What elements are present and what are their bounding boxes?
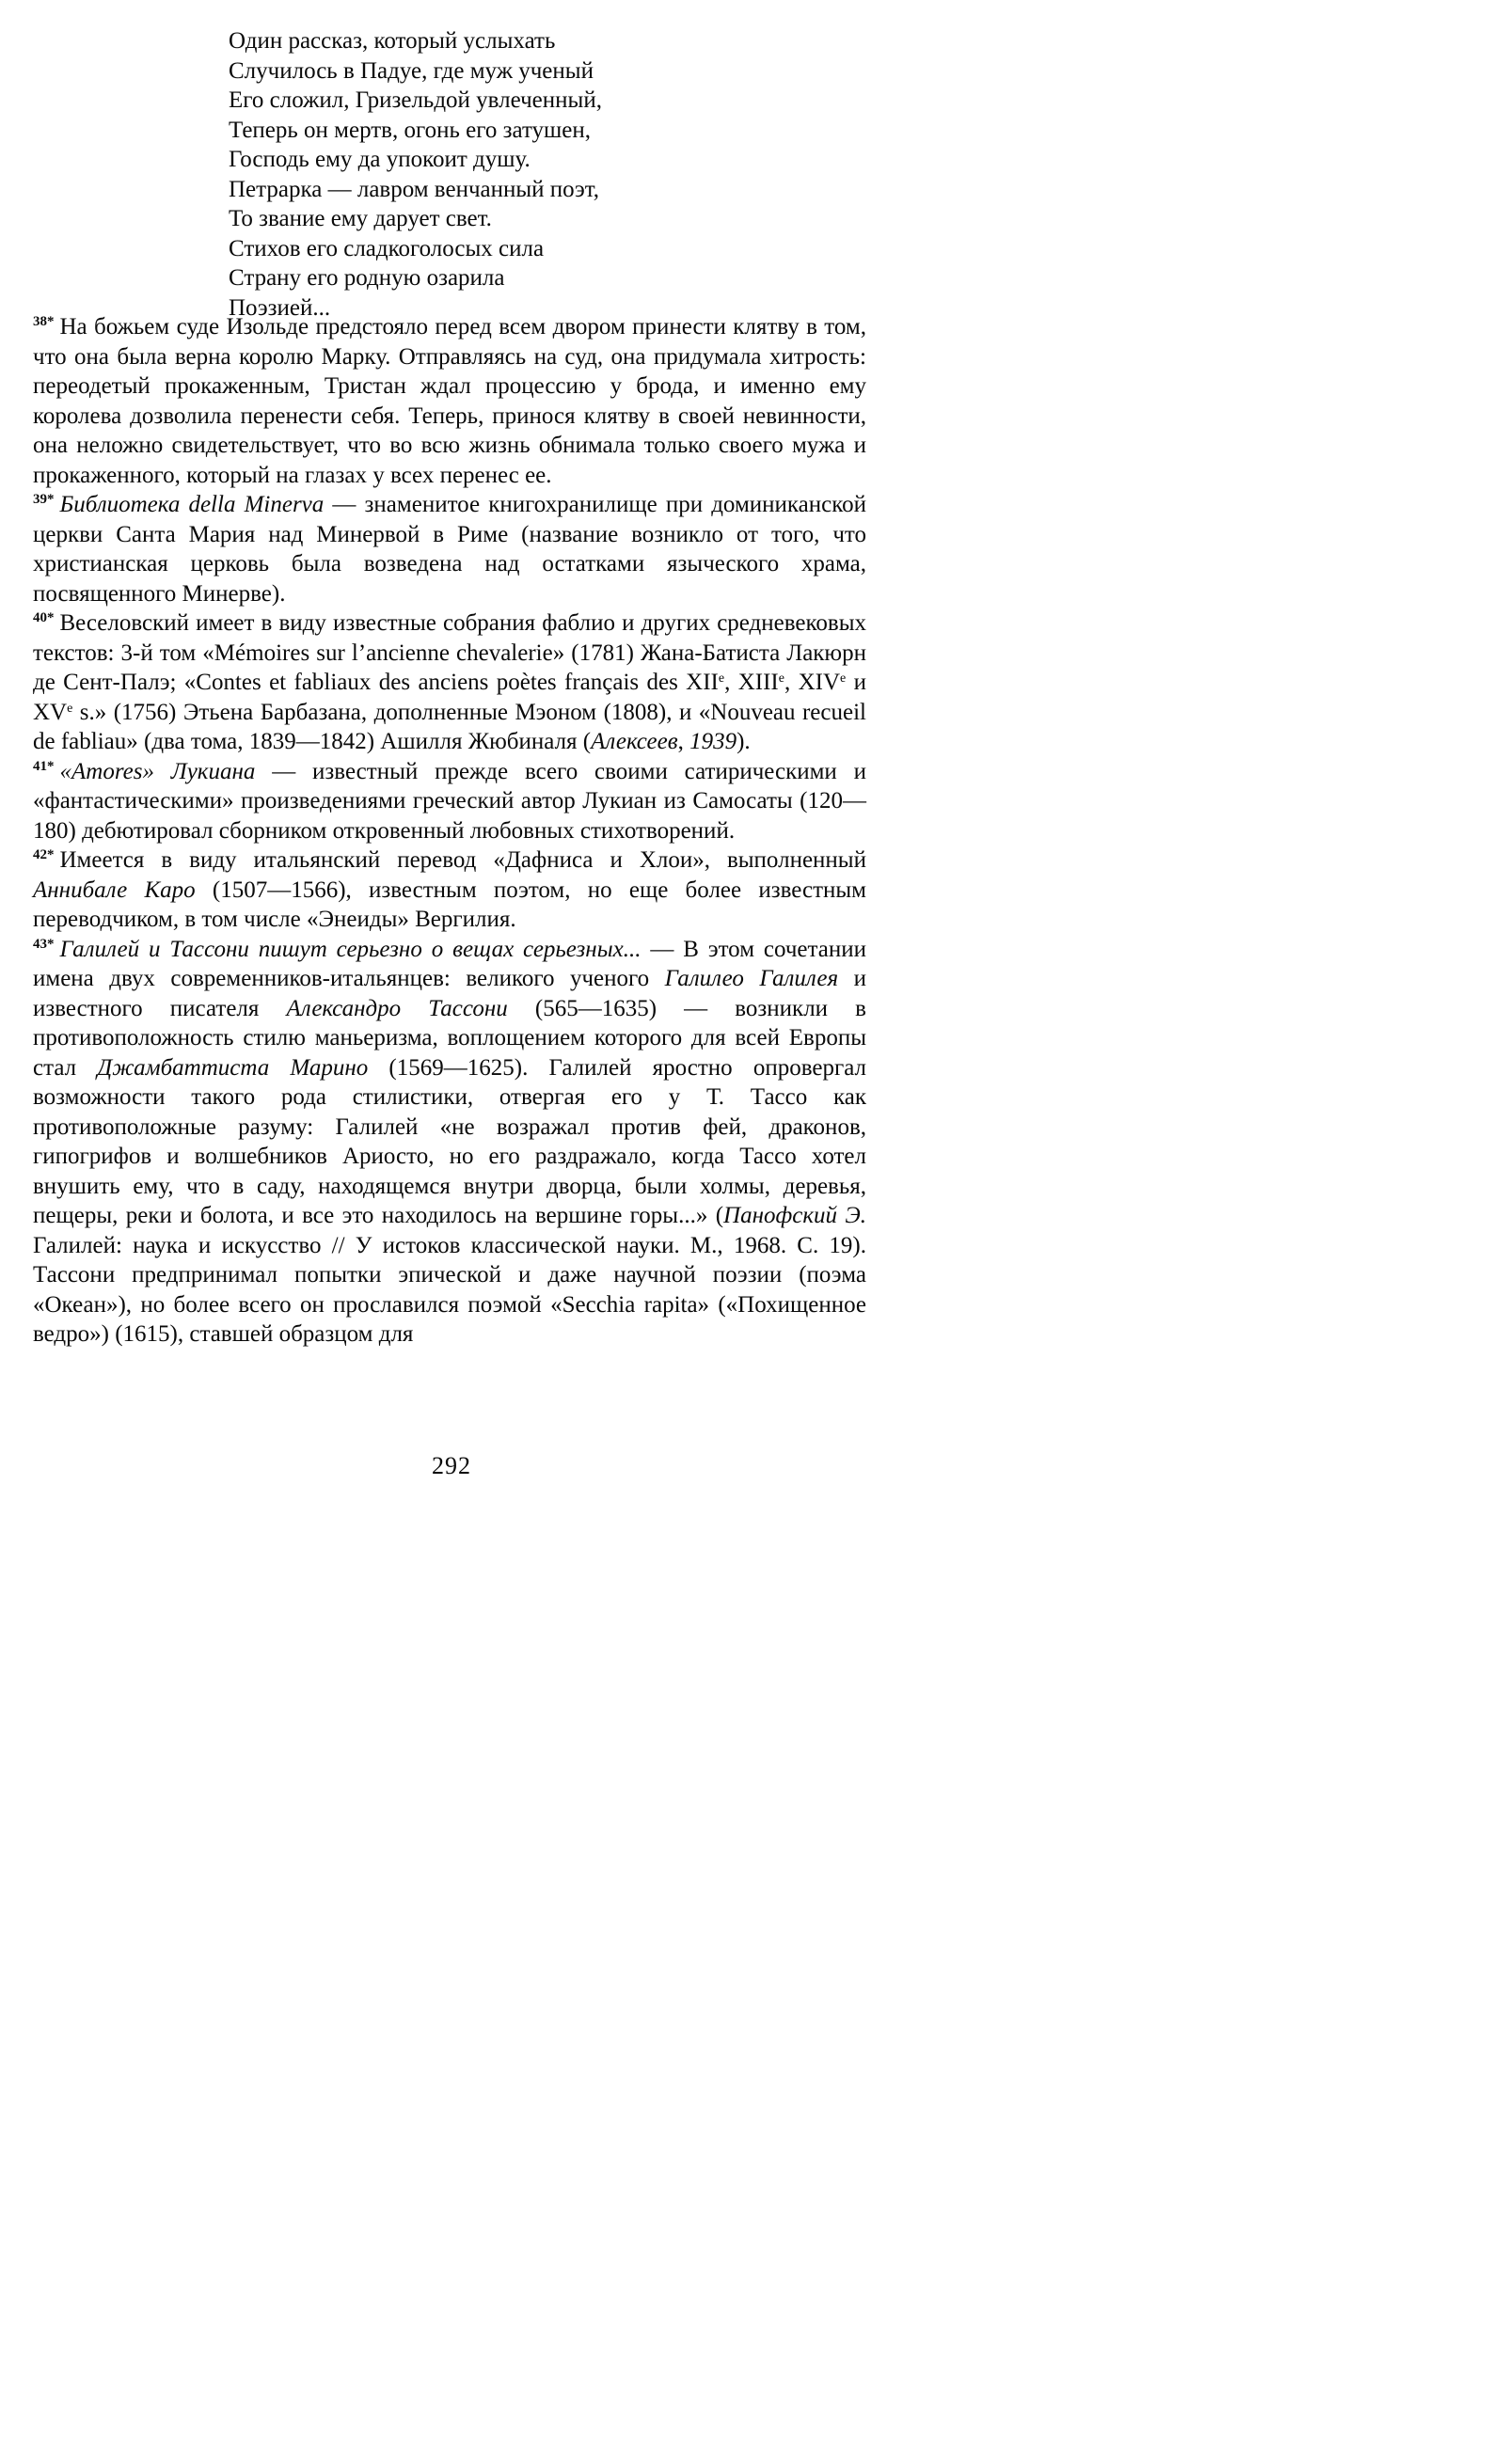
poem-quotation — [229, 26, 849, 323]
person-name: Александро Тассони — [286, 995, 508, 1021]
reference-author: Панофский Э. — [723, 1203, 866, 1228]
poem-line: Теперь он мертв, огонь его затушен, — [229, 117, 592, 143]
poem-line: Господь ему да упокоит душу. — [229, 147, 531, 172]
note-text: — В этом сочетании имена двух современников-итальянцев: великого ученого — [33, 936, 866, 991]
poem-line: То звание ему дарует свет. — [229, 206, 492, 231]
reference-author: Алексеев — [591, 729, 678, 754]
person-name: Галилео Галилея — [664, 966, 839, 991]
poem-line: Случилось в Падуе, где муж ученый — [229, 57, 594, 84]
note-title: Галилей и Тассони пишут серьезно о вещах серьезных... — [59, 936, 642, 962]
note-title: Библиотека della Minerva — [59, 492, 325, 517]
poem-line: Петрарка — лавром венчанный поэт, — [229, 176, 600, 202]
century-superscript: e — [67, 701, 73, 716]
poem-line: Стихов его сладкоголосых сила — [229, 235, 545, 261]
note-39 — [33, 490, 866, 608]
note-title: «Amores» Лукиана — [59, 758, 256, 784]
note-text: (565—1635) — возникли в противоположность стилю маньеризма, воплощением которого для всей Европы стал — [33, 995, 866, 1081]
poem-line: Страну его родную озарила — [229, 265, 505, 291]
note-marker: 42* — [33, 847, 55, 862]
book-page — [0, 0, 903, 1505]
endnotes — [33, 312, 866, 1350]
note-text: (1507—1566), известным поэтом, но еще более известным переводчиком, в том числе «Энеиды» Вергилия. — [33, 877, 867, 932]
note-41 — [33, 757, 866, 846]
note-text: На божьем суде Изольде предстояло перед всем двором принести клятву в том, что она была верна королю Марку. Отправляясь на суд, она придумала хитрость: переодетый прокаженным, Тристан ждал процессию у брода, и именно ему королева дозволила перенести себя. Теперь, принося клятву в своей невинности, она неложно свидетельствует, что во всю жизнь обнимала только своего мужа и прокаженного, который на глазах у всех перенес ее. — [33, 314, 866, 488]
note-marker: 38* — [33, 314, 55, 329]
note-42 — [33, 845, 866, 935]
note-40 — [33, 608, 866, 757]
person-name: Аннибале Каро — [33, 877, 196, 903]
note-text: — известный прежде всего своими сатирическими и «фантастическими» произведениями греческий автор Лукиан из Самосаты (120—180) дебютировал сборником откровенный любовных стихотворений. — [33, 758, 867, 844]
century-superscript: e — [778, 671, 784, 686]
note-marker: 43* — [33, 936, 55, 952]
note-text: и известного писателя — [33, 966, 866, 1021]
note-text: ). — [737, 729, 751, 754]
note-text: s.» (1756) Этьена Барбазана, дополненные Мэоном (1808), и «Nouveau recueil de fabliau» (два тома, 1839—1842) Ашилля Жюбиналя ( — [33, 699, 866, 754]
century-superscript: e — [718, 671, 725, 686]
note-38 — [33, 312, 866, 490]
reference-year: 1939 — [689, 729, 737, 754]
note-marker: 40* — [33, 610, 55, 625]
note-text: , — [677, 729, 690, 754]
note-text: Веселовский имеет в виду известные собрания фаблио и других средневековых текстов: 3-й том «Mémoires sur l’ancienne chevalerie» (1781) Жана-Батиста Лакюрн де Сент-Палэ; «Contes et fabliaux des anciens poètes français des XII — [33, 610, 866, 695]
note-text: — знаменитое книгохранилище при доминиканской церкви Санта Мария над Минервой в Риме (название возникло от того, что христианская церковь была возведена над остатками языческого храма, посвященного Минерве). — [33, 492, 867, 607]
note-text: и XV — [33, 670, 867, 725]
note-text: , XIII — [724, 670, 779, 695]
page-number: 292 — [432, 1452, 471, 1479]
person-name: Джамбаттиста Марино — [97, 1054, 369, 1081]
note-marker: 41* — [33, 758, 55, 774]
note-text: Галилей: наука и искусство // У истоков классической науки. М., 1968. С. 19). Тассони предпринимал попытки эпической и даже научной поэзии (поэма «Океан»), но более всего он прославился поэмой «Secchia rapita» («Похищенное ведро») (1615), ставшей образцом для — [33, 1232, 866, 1347]
note-marker: 39* — [33, 492, 55, 507]
poem-line: Поэзией... — [229, 294, 331, 321]
century-superscript: e — [840, 671, 847, 686]
poem-line: Один рассказ, который услыхать — [229, 28, 556, 54]
note-43 — [33, 935, 866, 1350]
poem-line: Его сложил, Гризельдой увлеченный, — [229, 87, 602, 113]
note-text: (1569—1625). Галилей яростно опровергал возможности такого рода стилистики, отвергая его у Т. Тассо как противоположные разуму: Галилей «не возражал против фей, драконов, гипогрифов и волшебников Ариосто, но его раздражало, когда Тассо хотел внушить ему, что в саду, находящемся внутри дворца, были холмы, деревья, пещеры, реки и болота, и все это находилось на вершине горы...» ( — [33, 1054, 866, 1228]
note-text: Имеется в виду итальянский перевод «Дафниса и Хлои», выполненный — [59, 847, 866, 873]
note-text: , XIV — [784, 670, 841, 695]
